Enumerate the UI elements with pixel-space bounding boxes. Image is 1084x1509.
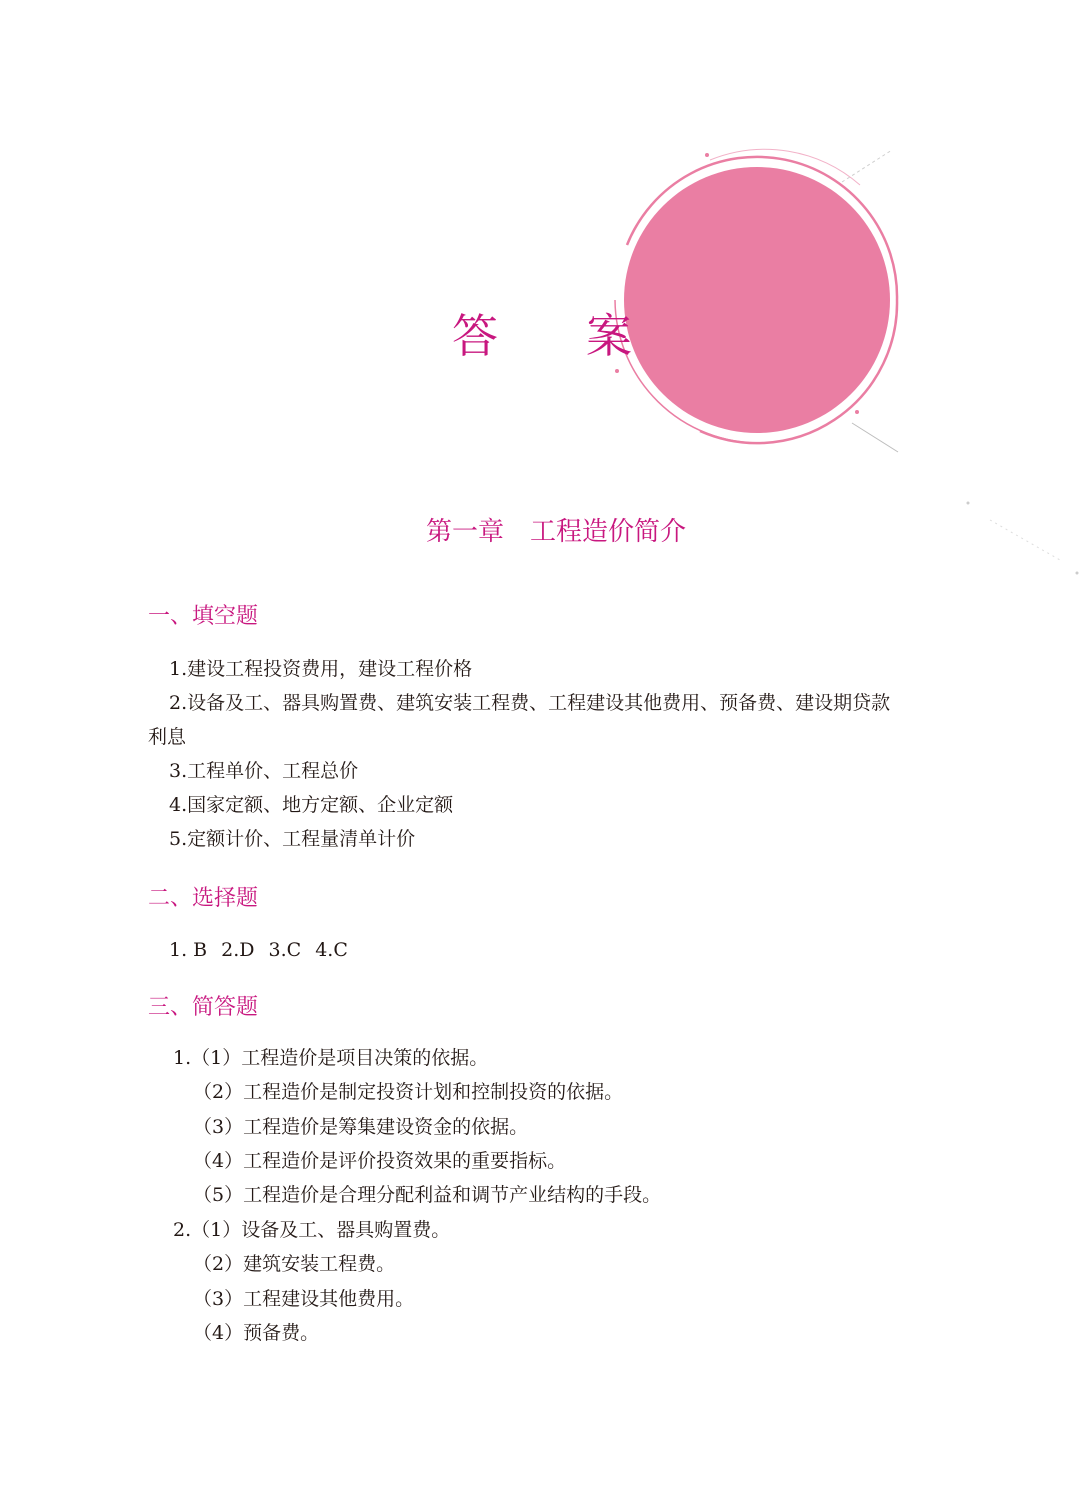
fill-in-answer-2-continued: 利息 [148,726,187,748]
q1-point-4: （4）工程造价是评价投资效果的重要指标。 [193,1150,567,1172]
answer-title [0,300,1084,366]
q2-point-2: （2）建筑安装工程费。 [193,1253,396,1275]
chapter-name: 工程造价简介 [530,517,687,547]
title-char-2: 案 [586,309,632,363]
streak-top [842,150,892,182]
fill-in-answer-4: 4.国家定额、地方定额、企业定额 [169,794,454,816]
dot-4 [967,502,970,505]
q2-point-4: （4）预备费。 [193,1322,320,1344]
dot-5 [1076,572,1079,575]
q1-point-2: （2）工程造价是制定投资计划和控制投资的依据。 [193,1081,624,1103]
choice-answer-3: 3.C [268,939,302,961]
fill-in-answer-1: 1.建设工程投资费用，建设工程价格 [169,658,473,680]
streak-bottom [852,423,898,452]
q2-point-3: （3）工程建设其他费用。 [193,1288,415,1310]
q1-point-3: （3）工程造价是筹集建设资金的依据。 [193,1116,529,1138]
choice-answer-4: 4.C [315,939,348,961]
fill-in-answer-2: 2.设备及工、器具购置费、建筑安装工程费、工程建设其他费用、预备费、建设期贷款 [169,692,891,714]
q2-point-1: 2.（1）设备及工、器具购置费。 [173,1219,451,1241]
choice-answers [169,937,362,963]
dot-2 [855,410,859,414]
chapter-number: 第一章 [425,517,504,547]
fill-in-answer-5: 5.定额计价、工程量清单计价 [169,828,416,850]
q1-point-5: （5）工程造价是合理分配利益和调节产业结构的手段。 [193,1184,662,1206]
title-char-1: 答 [452,309,498,363]
short-answer-heading: 三、简答题 [148,995,259,1020]
fill-in-answer-3: 3.工程单价、工程总价 [169,760,359,782]
choice-answer-1: 1. B [169,939,208,961]
dot-1 [705,153,709,157]
q1-point-1: 1.（1）工程造价是项目决策的依据。 [173,1047,489,1069]
choice-answer-2: 2.D [221,939,255,961]
chapter-title [0,511,1084,548]
dot-3 [615,369,619,373]
fill-in-heading: 一、填空题 [148,604,259,629]
choice-heading: 二、选择题 [148,886,259,911]
